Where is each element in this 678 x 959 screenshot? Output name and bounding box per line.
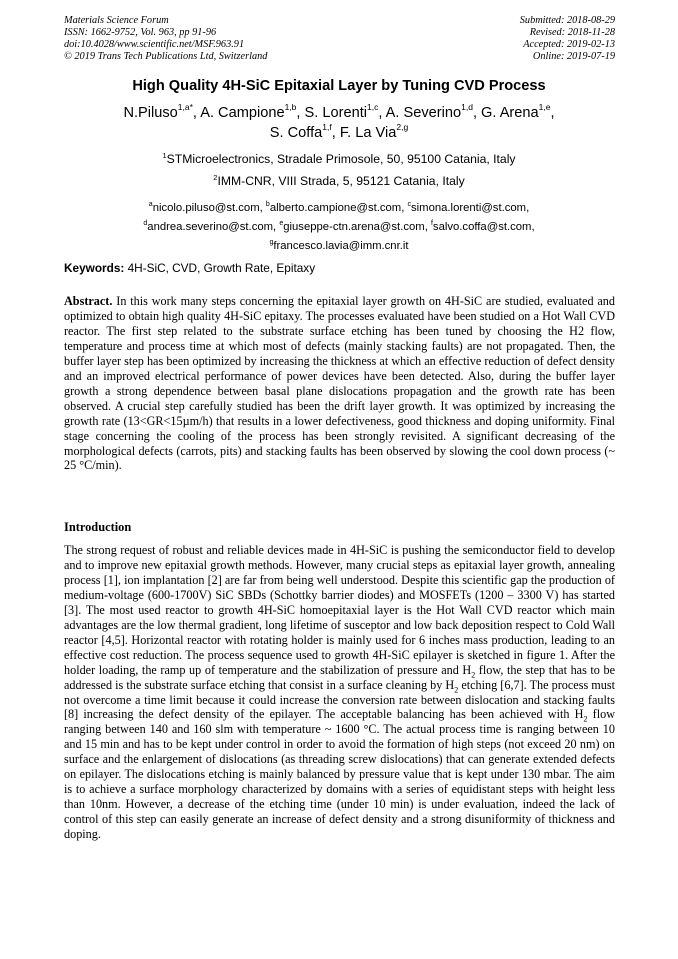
email-link[interactable]: alberto.campione@st.com xyxy=(269,201,402,214)
affiliation-2 xyxy=(0,173,678,188)
online-date: Online: 2019-07-19 xyxy=(532,51,615,62)
email-link[interactable]: giuseppe-ctn.arena@st.com xyxy=(283,220,425,233)
journal-name: Materials Science Forum xyxy=(64,15,169,26)
email-marker: g xyxy=(269,238,274,246)
email-link[interactable]: simona.lorenti@st.com xyxy=(411,201,527,214)
keywords-line xyxy=(64,261,315,275)
abstract-block xyxy=(64,294,615,473)
email-marker: c xyxy=(407,201,411,208)
accepted-date: Accepted: 2019-02-13 xyxy=(523,39,615,50)
author-affil-marker: 1,c xyxy=(367,102,379,113)
paper-title: High Quality 4H-SiC Epitaxial Layer by Tuning CVD Process xyxy=(132,78,546,94)
author-name: S. Lorenti xyxy=(304,105,367,121)
author-emails: $^a$nicolo.piluso@st.com, $^b$alberto.campione@st.com, $^c$simona.lorenti@st.com, $^d$andrea.severino@st.com, $^e$giuseppe-ctn.arena@st.com, $^f$salvo.coffa@st.com, $^g$francesco.lavia@imm.cnr.it xyxy=(143,201,535,252)
author-affil-marker: 1,a* xyxy=(177,102,193,113)
introduction-heading: Introduction xyxy=(64,520,132,534)
author-name: A. Campione xyxy=(200,105,285,121)
author-name: N.Piluso xyxy=(123,105,178,121)
intro-text: The strong request of robust and reliable devices made in 4H-SiC is pushing the semiconductor field to develop and to improve new epitaxial growth methods. However, many crucial steps as epitaxial layer growth, annealing process [1], ion implantation [2] are far from being well understood. Despite this scientific gap the production of medium-voltage (600-1700V) SiC SBDs (Schottky barrier diodes) and MOSFETs (1200 – 3300 V) has started [3]. The most used reactor to growth 4H-SiC homoepitaxial layer is the Hot Wall CVD reactor which main advantages are the low thermal gradient, long lifetime of susceptor and low back deposition respect to Cold Wall reactor [4,5]. Horizontal reactor with rotating holder is mainly used for 6 inches mass production, leading to an effective cost reduction. The process sequence used to growth 4H-SiC epilayer is sketched in figure 1. After the holder loading, the ramp up of temperature and the stabilization of pressure and H xyxy=(64,543,615,677)
revised-date: Revised: 2018-11-28 xyxy=(529,27,615,38)
intro-text: flow ranging between 140 and 160 slm with temperature ~ 1600 °C. The actual process time is ranging between 10 and 15 min and has to be kept under control in order to avoid the formation of high steps (not exceed 20 nm) on surface and the enlargement of dislocations (as threading screw dislocations) that can generate extended defects on epilayer. The dislocations etching is mainly balanced by pressure value that is kept under 130 mbar. The aim is to achieve a surface morphology characterized by domains with a series of equidistant steps with height less than 10nm. However, a decrease of the etching time (under 10 min) is under evaluation, indeed the lack of control of this step can easily generate an increase of defect density and a strong disuniformity of thickness and doping. xyxy=(64,707,615,842)
email-marker: e xyxy=(279,219,284,227)
author-name: A. Severino xyxy=(385,105,462,121)
affiliation-1 xyxy=(0,151,678,166)
doi-line: doi:10.4028/www.scientific.net/MSF.963.91 xyxy=(64,39,245,50)
author-affil-marker: 1,e xyxy=(538,102,551,113)
subscript: 2 xyxy=(454,685,459,695)
affiliation-text: STMicroelectronics, Stradale Primosole, 50, 95100 Catania, Italy xyxy=(166,152,516,167)
intro-text: etching [6,7]. The process must not overcome a time limit because it could increase the conversion rate between dislocation and stacking faults [8] increasing the defect density of the epilayer. The acceptable balancing has been achieved with H xyxy=(64,677,615,722)
email-marker: a xyxy=(148,201,153,208)
affiliation-marker: 1 xyxy=(162,151,167,160)
journal-header-right xyxy=(520,15,615,63)
email-link[interactable]: francesco.lavia@imm.cnr.it xyxy=(273,239,409,252)
email-marker: d xyxy=(143,219,148,227)
author-affil-marker: 1,f xyxy=(322,122,332,133)
email-marker: f xyxy=(430,219,433,227)
email-link[interactable]: nicolo.piluso@st.com xyxy=(152,201,260,214)
issn-line: ISSN: 1662-9752, Vol. 963, pp 91-96 xyxy=(64,27,217,38)
affiliation-marker: 2 xyxy=(213,173,218,182)
email-link[interactable]: andrea.severino@st.com xyxy=(147,220,274,233)
subscript: 2 xyxy=(583,714,588,724)
author-affil-marker: 1,b xyxy=(284,102,297,113)
author-name: F. La Via xyxy=(339,125,397,141)
keywords-text: 4H-SiC, CVD, Growth Rate, Epitaxy xyxy=(127,261,316,275)
intro-text: flow, the step that has to be addressed is the substrate surface etching that consist in a surface cleaning by H xyxy=(64,662,615,692)
affiliation-text: IMM-CNR, VIII Strada, 5, 95121 Catania, Italy xyxy=(217,174,465,189)
journal-header-left xyxy=(64,15,267,63)
author-name: G. Arena xyxy=(481,105,539,121)
submitted-date: Submitted: 2018-08-29 xyxy=(519,15,615,26)
email-link[interactable]: salvo.coffa@st.com xyxy=(432,220,532,233)
author-list: N.Piluso$^{1,a*}$, A. Campione$^{1,b}$, S. Lorenti$^{1,c}$, A. Severino$^{1,d}$, G. Arena$^{1,e}$, S. Coffa$^{1,f}$, F. La Via$^{2,g}$ xyxy=(123,102,555,141)
copyright-line: © 2019 Trans Tech Publications Ltd, Switzerland xyxy=(64,51,268,62)
email-marker: b xyxy=(265,201,270,208)
author-affil-marker: 2,g xyxy=(396,122,409,133)
introduction-paragraph xyxy=(64,543,615,842)
abstract-label: Abstract. xyxy=(64,294,113,308)
subscript: 2 xyxy=(471,670,476,680)
author-affil-marker: 1,d xyxy=(461,102,473,113)
keywords-label: Keywords: xyxy=(64,261,125,275)
author-name: S. Coffa xyxy=(269,125,323,141)
abstract-text: In this work many steps concerning the epitaxial layer growth on 4H-SiC are studied, evaluated and optimized to obtain high quality 4H-SiC epitaxy. The processes evaluated have been studied on a Hot Wall CVD reactor. The first step related to the substrate surface etching has been tuned by choosing the H2 flow, temperature and process time at which most of defects (mainly stacking faults) are not propagated. Then, the buffer layer step has been optimized by increasing the thickness at which an effective reduction of defect density and an improved electrical performance of power devices have been detected. Also, during the buffer layer growth a strong dependence between basal plane dislocations propagation and the growth rate has been observed. A crucial step carefully studied has been the drift layer growth. It was optimized by increasing the growth rate (13<GR<15µm/h) that results in a lower defectiveness, good thickness and doping uniformity. Final stage concerning the cooling of the process has been strongly revisited. A significant decreasing of the morphological defects (carrots, pits) and stacking faults has been observed by slowing the cool down process (~ 25 °C/min). xyxy=(64,294,615,473)
